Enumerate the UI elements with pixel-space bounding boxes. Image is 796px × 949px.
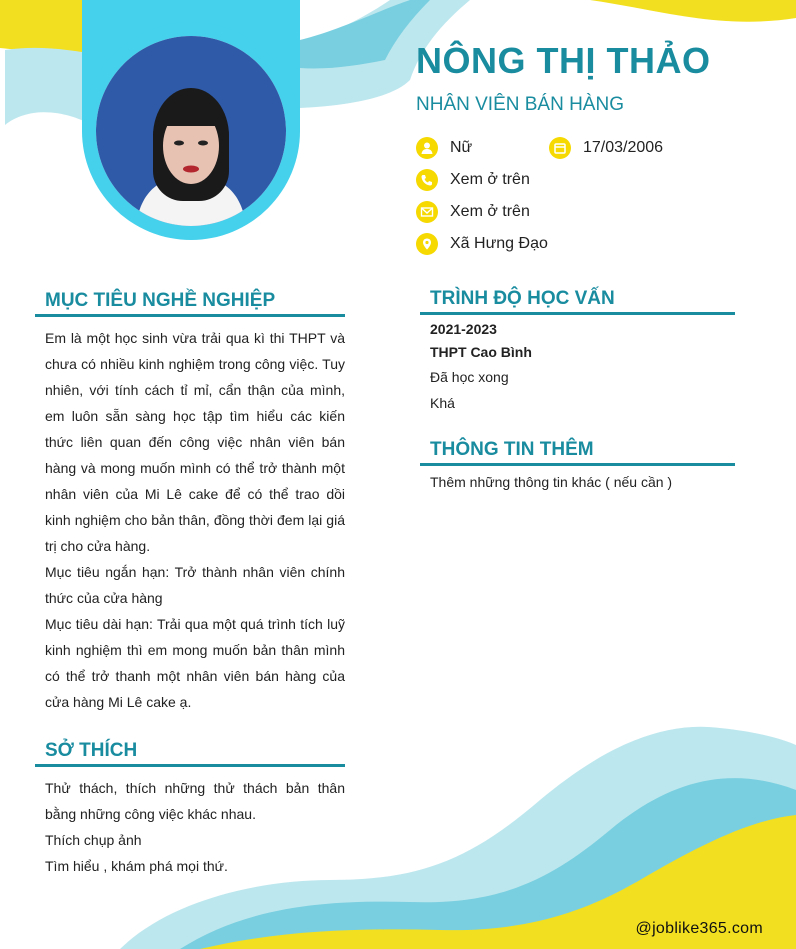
extra-info-heading: THÔNG TIN THÊM	[420, 439, 735, 466]
calendar-icon	[549, 137, 571, 159]
education-status: Đã học xong	[430, 369, 509, 385]
hobby-item: Thử thách, thích những thử thách bản thân bằng những công việc khác nhau.	[45, 780, 345, 822]
user-icon	[416, 137, 438, 159]
birthday-row	[549, 137, 663, 159]
email-value: Xem ở trên	[450, 203, 530, 220]
job-title: NHÂN VIÊN BÁN HÀNG	[416, 94, 624, 115]
hobbies-heading: SỞ THÍCH	[35, 740, 345, 767]
education-heading: TRÌNH ĐỘ HỌC VẤN	[420, 288, 735, 315]
phone-row	[416, 169, 530, 191]
profile-photo	[96, 36, 286, 226]
education-grade: Khá	[430, 395, 455, 411]
hobby-item: Tìm hiểu , khám phá mọi thứ.	[45, 858, 228, 874]
education-period: 2021-2023	[430, 321, 497, 337]
gender-row	[416, 137, 472, 159]
birthday-value: 17/03/2006	[583, 139, 664, 156]
extra-info-text: Thêm những thông tin khác ( nếu cần )	[430, 474, 673, 490]
footer-brand: @joblike365.com	[635, 920, 763, 937]
objective-heading: MỤC TIÊU NGHỀ NGHIỆP	[35, 290, 345, 317]
objective-paragraph: Em là một học sinh vừa trải qua kì thi THPT và chưa có nhiều kinh nghiệm trong công việc. Tuy nhiên, với tính cách tỉ mỉ, cẩn thận của mình, em luôn sẵn sàng học tập tìm hiểu các kiến thức liên quan đến công việc nhân viên bán hàng và mong muốn mình có thể trở thành một nhân viên của Mi Lê cake để có thể trao dồi kinh nghiệm cho bản thân, đồng thời đem lại giá trị cho cửa hàng.	[45, 330, 345, 554]
objective-short-term: Mục tiêu ngắn hạn: Trở thành nhân viên chính thức của cửa hàng	[45, 564, 345, 606]
hobbies-body	[45, 775, 345, 879]
address-value: Xã Hưng Đạo	[450, 235, 548, 252]
location-pin-icon	[416, 233, 438, 255]
email-row	[416, 201, 530, 223]
gender-value: Nữ	[450, 139, 473, 156]
objective-body	[45, 325, 345, 715]
address-row	[416, 233, 548, 255]
objective-long-term: Mục tiêu dài hạn: Trải qua một quá trình tích luỹ kinh nghiệm thì em mong muốn bản thân mình có thể trở thanh một nhân viên bán hàng của cửa hàng Mi Lê cake ạ.	[45, 616, 345, 710]
mail-icon	[416, 201, 438, 223]
phone-value: Xem ở trên	[450, 171, 530, 188]
candidate-name: NÔNG THỊ THẢO	[416, 40, 711, 81]
education-school: THPT Cao Bình	[430, 344, 532, 360]
phone-icon	[416, 169, 438, 191]
hobby-item: Thích chụp ảnh	[45, 832, 142, 848]
